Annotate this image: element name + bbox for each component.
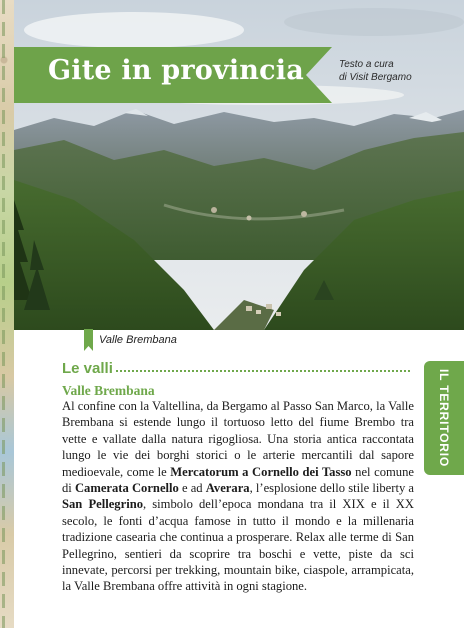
text-segment: , simbolo dell’epoca mondana tra il XIX e il XX secolo, le fonti d’acqua famose in tutto il mondo e la millenaria tradizione casearia che continua a prosperare. Relax alle terme di San Pellegrino, sentieri da scoprire tra boschi e vette, piste da sci innevate, percorsi per trekking, mountain bike, ciaspole, arrampicata, la Valle Brembana offre attività in ogni stagione.	[62, 497, 414, 594]
credit-line-2: di Visit Bergamo	[339, 72, 412, 83]
article-body	[62, 398, 414, 595]
text-segment: Al confine con la Valtellina, da Bergamo al Passo San Marco, la Valle Brembana si estende lungo il tortuoso letto del fiume Brembo tra vette e vallate dalla natura rigogliosa. Una storia antica raccontata lungo le vie dei borghi storici o le arterie mercantili dal sapore medioevale, come le	[62, 399, 414, 479]
map-decoration-strip	[0, 0, 14, 628]
page-title: Gite in provincia	[48, 55, 304, 86]
text-segment: e ad	[178, 481, 206, 496]
caption-bookmark-icon	[84, 329, 93, 351]
text-segment: nel comune di	[62, 464, 414, 496]
section-heading: Le valli	[62, 360, 113, 377]
place-name: Averara	[205, 481, 250, 496]
place-name: San Pellegrino	[62, 497, 143, 512]
photo-caption: Valle Brembana	[99, 334, 177, 346]
side-tab-label: IL TERRITORIO	[437, 369, 451, 467]
place-name: Mercatorum a Cornello dei Tasso	[170, 464, 352, 479]
credit-line-1: Testo a cura	[339, 59, 394, 70]
section-side-tab	[424, 361, 464, 475]
author-credit	[339, 58, 449, 84]
article-paragraph	[62, 398, 414, 595]
place-name: Camerata Cornello	[74, 481, 179, 496]
dotted-rule	[116, 370, 412, 372]
article-subheading: Valle Brembana	[62, 383, 155, 398]
text-segment: , l’esplosione dello stile liberty a	[249, 481, 414, 496]
